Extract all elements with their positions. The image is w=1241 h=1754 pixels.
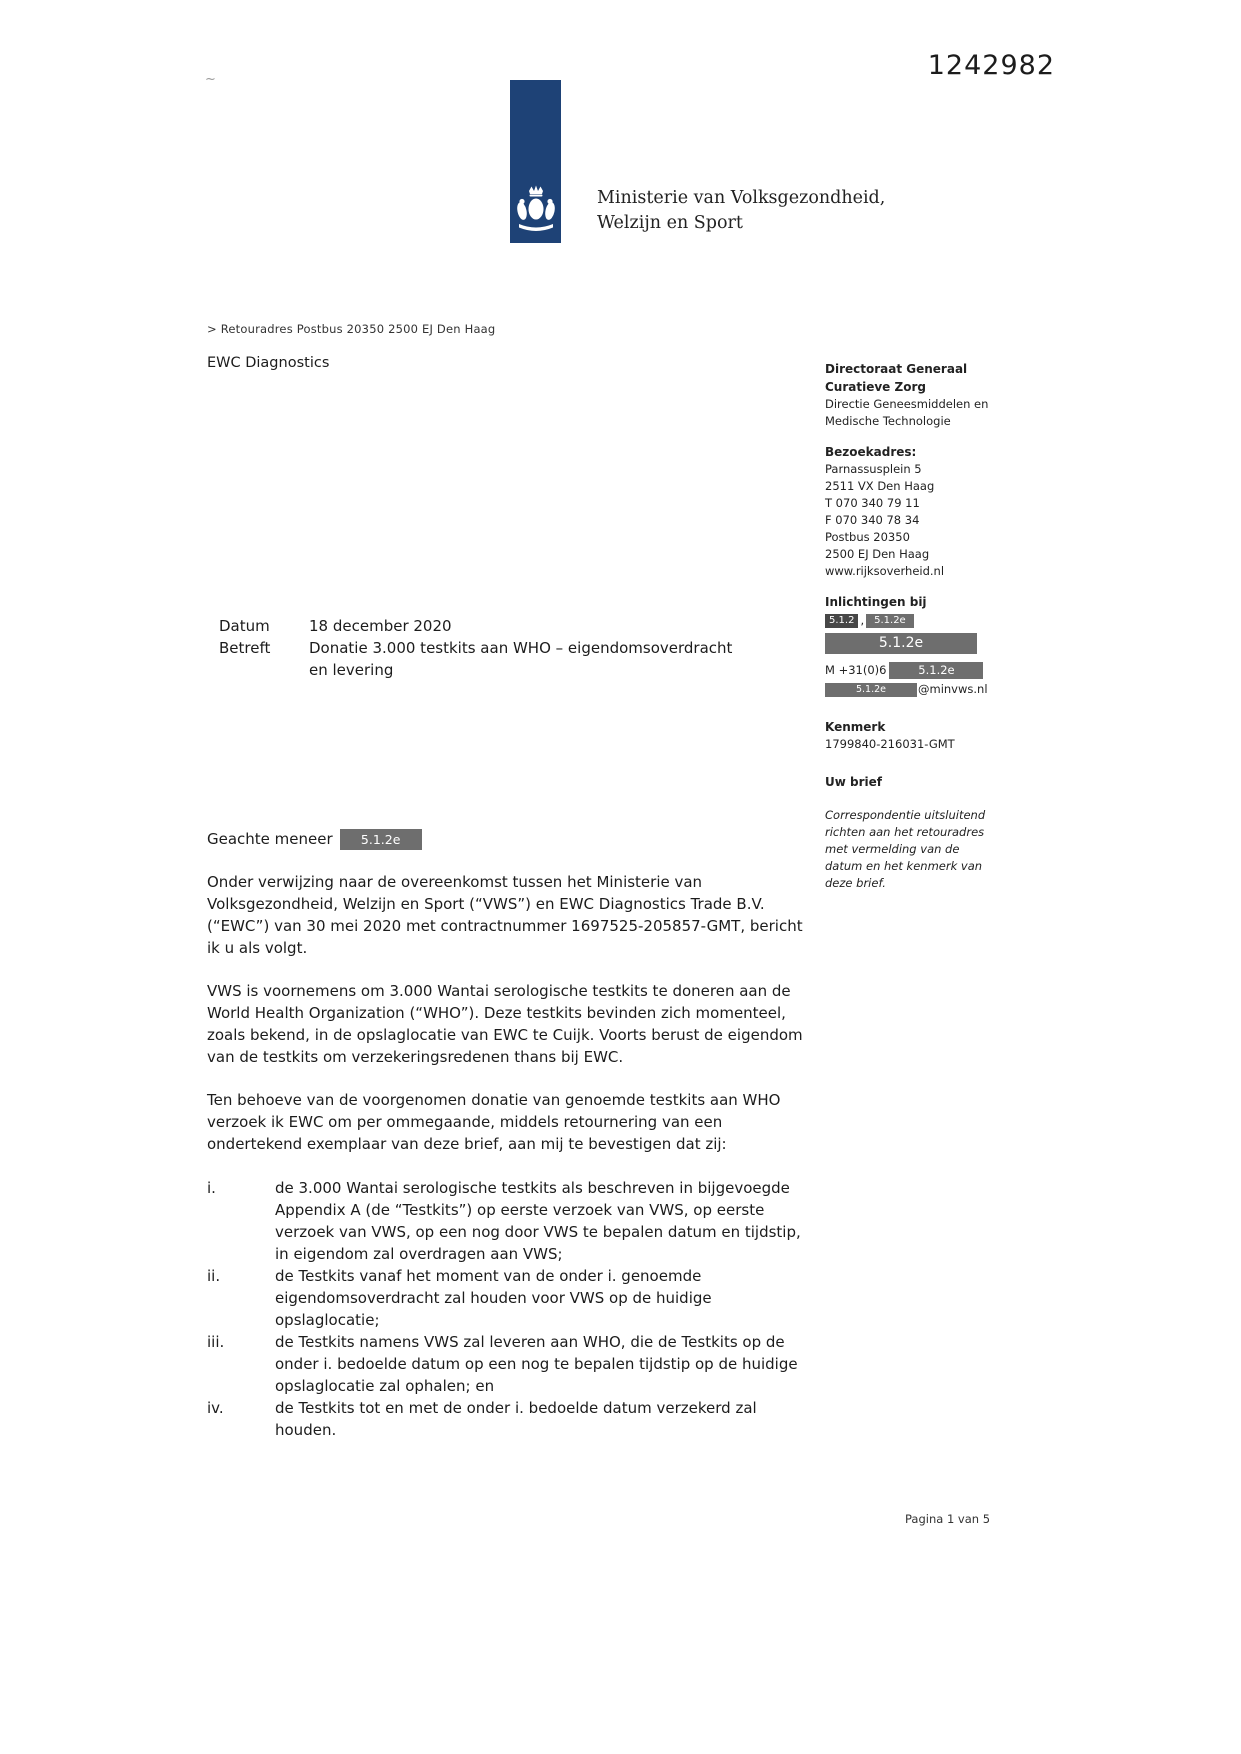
- ministry-name: [597, 186, 885, 236]
- confirmation-list: [207, 1177, 807, 1441]
- paragraph: VWS is voornemens om 3.000 Wantai serologische testkits te doneren aan de World Health Organization (“WHO”). Deze testkits bevinden zich momenteel, zoals bekend, in de opslaglocatie van EWC te Cuijk. Voorts berust de eigendom van de testkits om verzekeringsredenen thans bij EWC.: [207, 982, 803, 1066]
- redaction-bar: 5.1.2e: [825, 633, 977, 654]
- chip-separator: ,: [860, 613, 865, 627]
- visit-address-label: Bezoekadres:: [825, 445, 917, 459]
- visit-address-line: T 070 340 79 11: [825, 496, 920, 510]
- list-item: [207, 1177, 807, 1265]
- letter-body: [207, 615, 807, 1441]
- your-letter-label: Uw brief: [825, 775, 882, 789]
- subject-value: Donatie 3.000 testkits aan WHO – eigendomsoverdracht en levering: [309, 639, 733, 679]
- redaction-chip: 5.1.2e: [340, 829, 422, 850]
- list-marker: i.: [207, 1179, 216, 1197]
- date-value: 18 december 2020: [309, 617, 452, 635]
- visit-address-line: 2511 VX Den Haag: [825, 479, 935, 493]
- salutation-text: Geachte meneer: [207, 830, 333, 848]
- salutation: [207, 828, 807, 850]
- date-label: Datum: [219, 617, 270, 635]
- date-row: [219, 615, 807, 637]
- visit-address-line: Postbus 20350: [825, 530, 910, 544]
- directorate-name: Directoraat Generaal Curatieve Zorg: [825, 362, 968, 394]
- list-text: de Testkits namens VWS zal leveren aan WHO, die de Testkits op de onder i. bedoelde datum op een nog te bepalen tijdstip op de huidige opslaglocatie zal ophalen; en: [275, 1333, 798, 1395]
- redaction-chip: 5.1.2e: [866, 614, 914, 628]
- inquiries-label: Inlichtingen bij: [825, 595, 927, 609]
- recipient-name: EWC Diagnostics: [207, 355, 330, 371]
- page-indicator: Pagina 1 van 5: [905, 1512, 991, 1526]
- redaction-chip: 5.1.2e: [889, 662, 983, 679]
- letter-sidebar: [825, 360, 990, 892]
- email-row: [825, 681, 990, 698]
- subject-row: [219, 637, 807, 681]
- return-address: > Retouradres Postbus 20350 2500 EJ Den Haag: [207, 322, 496, 336]
- list-text: de Testkits vanaf het moment van de onder i. genoemde eigendomsoverdracht zal houden voor VWS op de huidige opslaglocatie;: [275, 1267, 712, 1329]
- website-url: www.rijksoverheid.nl: [825, 564, 945, 578]
- list-item: [207, 1265, 807, 1331]
- list-marker: ii.: [207, 1267, 221, 1285]
- list-marker: iii.: [207, 1333, 225, 1351]
- rijksoverheid-logo: [510, 80, 561, 243]
- directie-name: Directie Geneesmiddelen en Medische Technologie: [825, 397, 989, 428]
- list-item: [207, 1331, 807, 1397]
- contact-redaction-row: [825, 612, 990, 629]
- reference-value: 1799840-216031-GMT: [825, 737, 955, 751]
- list-text: de Testkits tot en met de onder i. bedoelde datum verzekerd zal houden.: [275, 1399, 757, 1439]
- ministry-name-line1: Ministerie van Volksgezondheid,: [597, 188, 886, 208]
- paragraph: Onder verwijzing naar de overeenkomst tussen het Ministerie van Volksgezondheid, Welzijn en Sport (“VWS”) en EWC Diagnostics Trade B.V. (“EWC”) van 30 mei 2020 met contractnummer 1697525-205857-GMT, bericht ik u als volgt.: [207, 873, 803, 957]
- correspondence-note: Correspondentie uitsluitend richten aan het retouradres met vermelding van de datum en het kenmerk van deze brief.: [825, 808, 986, 890]
- list-item: [207, 1397, 807, 1441]
- visit-address-line: F 070 340 78 34: [825, 513, 920, 527]
- redaction-chip: 5.1.2: [825, 614, 858, 628]
- list-text: de 3.000 Wantai serologische testkits als beschreven in bijgevoegde Appendix A (de “Testkits”) op eerste verzoek van VWS, op eerste verzoek van VWS, op een nog door VWS te bepalen datum en tijdstip, in eigendom zal overdragen aan VWS;: [275, 1179, 801, 1263]
- stray-mark: ~: [205, 72, 216, 87]
- visit-address-line: 2500 EJ Den Haag: [825, 547, 930, 561]
- subject-label: Betreft: [219, 639, 271, 657]
- mobile-prefix: M +31(0)6: [825, 663, 887, 677]
- ministry-name-line2: Welzijn en Sport: [597, 213, 743, 233]
- visit-address-line: Parnassusplein 5: [825, 462, 922, 476]
- list-marker: iv.: [207, 1399, 224, 1417]
- email-suffix: @minvws.nl: [918, 682, 988, 696]
- reference-label: Kenmerk: [825, 720, 886, 734]
- redaction-chip: 5.1.2e: [825, 683, 917, 697]
- meta-block: [207, 615, 807, 681]
- coat-of-arms-icon: [514, 182, 558, 240]
- paragraph: Ten behoeve van de voorgenomen donatie van genoemde testkits aan WHO verzoek ik EWC om per ommegaande, middels retournering van een ondertekend exemplaar van deze brief, aan mij te bevestigen dat zij:: [207, 1091, 781, 1153]
- mobile-row: [825, 662, 990, 679]
- document-number: 1242982: [927, 50, 1055, 81]
